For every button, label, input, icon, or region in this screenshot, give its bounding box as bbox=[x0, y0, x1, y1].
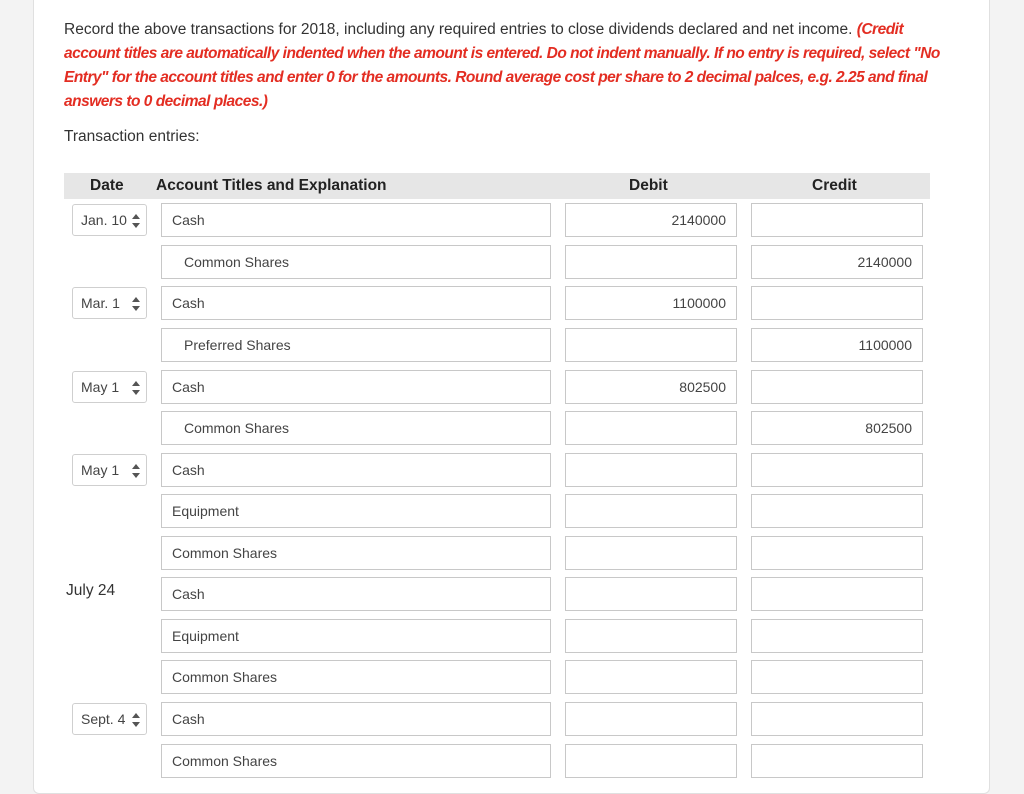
account-title-field[interactable]: Cash bbox=[161, 702, 551, 736]
instructions-highlight: (Credit account titles are automatically indented when the amount is entered. Do not indent manually. If no entry is required, select "No Entry" for the account titles and enter 0 for the amounts. Round average cost per share to 2 decimal palces, e.g. 2.25 and final answers to 0 decimal places.) bbox=[64, 21, 940, 110]
debit-input[interactable] bbox=[565, 577, 737, 611]
credit-input[interactable] bbox=[751, 453, 923, 487]
date-select-value: May 1 bbox=[81, 462, 120, 478]
journal-row bbox=[0, 744, 1024, 778]
debit-input[interactable] bbox=[565, 453, 737, 487]
journal-row bbox=[0, 453, 1024, 487]
up-down-arrows-icon bbox=[132, 214, 140, 228]
debit-input[interactable] bbox=[565, 494, 737, 528]
up-down-arrows-icon bbox=[132, 464, 140, 478]
journal-table-header bbox=[64, 173, 930, 199]
instructions-text bbox=[64, 18, 944, 114]
account-title-field[interactable]: Cash bbox=[161, 286, 551, 320]
account-title-field[interactable]: Preferred Shares bbox=[161, 328, 551, 362]
credit-input[interactable] bbox=[751, 203, 923, 237]
header-credit: Credit bbox=[812, 177, 857, 194]
account-title-field[interactable]: Cash bbox=[161, 370, 551, 404]
debit-input[interactable]: 2140000 bbox=[565, 203, 737, 237]
header-account-titles: Account Titles and Explanation bbox=[156, 177, 387, 194]
date-select-value: Mar. 1 bbox=[81, 295, 120, 311]
debit-input[interactable] bbox=[565, 660, 737, 694]
debit-input[interactable] bbox=[565, 411, 737, 445]
journal-row bbox=[0, 370, 1024, 404]
credit-input[interactable]: 2140000 bbox=[751, 245, 923, 279]
credit-input[interactable]: 802500 bbox=[751, 411, 923, 445]
credit-input[interactable] bbox=[751, 744, 923, 778]
credit-input[interactable] bbox=[751, 286, 923, 320]
credit-input[interactable]: 1100000 bbox=[751, 328, 923, 362]
journal-row bbox=[0, 286, 1024, 320]
debit-input[interactable] bbox=[565, 536, 737, 570]
account-title-field[interactable]: Cash bbox=[161, 577, 551, 611]
credit-input[interactable] bbox=[751, 577, 923, 611]
account-title-field[interactable]: Common Shares bbox=[161, 411, 551, 445]
journal-row bbox=[0, 536, 1024, 570]
header-debit: Debit bbox=[629, 177, 668, 194]
journal-row bbox=[0, 702, 1024, 736]
date-select[interactable] bbox=[72, 454, 147, 486]
date-select-value: Sept. 4 bbox=[81, 711, 126, 727]
transaction-entries-heading: Transaction entries: bbox=[64, 128, 200, 145]
credit-input[interactable] bbox=[751, 702, 923, 736]
account-title-field[interactable]: Cash bbox=[161, 203, 551, 237]
up-down-arrows-icon bbox=[132, 381, 140, 395]
journal-row bbox=[0, 245, 1024, 279]
credit-input[interactable] bbox=[751, 619, 923, 653]
account-title-field[interactable]: Equipment bbox=[161, 494, 551, 528]
date-select[interactable] bbox=[72, 703, 147, 735]
date-select-value: May 1 bbox=[81, 379, 120, 395]
debit-input[interactable] bbox=[565, 744, 737, 778]
journal-row bbox=[0, 411, 1024, 445]
up-down-arrows-icon bbox=[132, 297, 140, 311]
journal-row bbox=[0, 328, 1024, 362]
journal-row bbox=[0, 660, 1024, 694]
debit-input[interactable]: 802500 bbox=[565, 370, 737, 404]
account-title-field[interactable]: Cash bbox=[161, 453, 551, 487]
up-down-arrows-icon bbox=[132, 713, 140, 727]
debit-input[interactable] bbox=[565, 245, 737, 279]
account-title-field[interactable]: Common Shares bbox=[161, 536, 551, 570]
journal-row bbox=[0, 577, 1024, 611]
credit-input[interactable] bbox=[751, 494, 923, 528]
account-title-field[interactable]: Common Shares bbox=[161, 660, 551, 694]
date-select[interactable] bbox=[72, 287, 147, 319]
account-title-field[interactable]: Common Shares bbox=[161, 245, 551, 279]
header-date: Date bbox=[90, 177, 124, 194]
journal-row bbox=[0, 619, 1024, 653]
credit-input[interactable] bbox=[751, 370, 923, 404]
date-label: July 24 bbox=[66, 582, 116, 599]
date-select-value: Jan. 10 bbox=[81, 212, 127, 228]
debit-input[interactable] bbox=[565, 328, 737, 362]
debit-input[interactable]: 1100000 bbox=[565, 286, 737, 320]
debit-input[interactable] bbox=[565, 702, 737, 736]
journal-row bbox=[0, 494, 1024, 528]
account-title-field[interactable]: Common Shares bbox=[161, 744, 551, 778]
credit-input[interactable] bbox=[751, 660, 923, 694]
date-select[interactable] bbox=[72, 204, 147, 236]
credit-input[interactable] bbox=[751, 536, 923, 570]
instructions-plain: Record the above transactions for 2018, including any required entries to close dividends declared and net income. bbox=[64, 21, 857, 38]
date-select[interactable] bbox=[72, 371, 147, 403]
debit-input[interactable] bbox=[565, 619, 737, 653]
account-title-field[interactable]: Equipment bbox=[161, 619, 551, 653]
journal-row bbox=[0, 203, 1024, 237]
